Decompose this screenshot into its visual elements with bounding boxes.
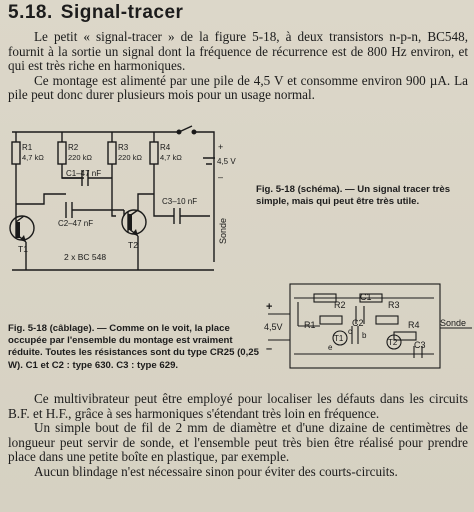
schematic-value-r3: 220 kΩ — [118, 153, 142, 162]
schematic-value-r4: 4,7 kΩ — [160, 153, 182, 162]
wiring-label-r1: R1 — [304, 320, 316, 330]
body-paragraph-1: Ce multivibrateur peut être employé pour localiser les défauts dans les circuits B.F. et H.F., grâce à ses harmoniques s'étendant très loin en fréquence. — [8, 391, 468, 421]
section-title: Signal-tracer — [60, 2, 184, 23]
wiring-label-c2: C2 — [352, 318, 364, 328]
wiring-minus: – — [266, 343, 273, 355]
caption-schema-label: Fig. 5-18 (schéma). — [256, 184, 343, 195]
wiring-pin-e: e — [328, 343, 333, 352]
section-heading — [8, 2, 183, 24]
schematic-minus: – — [218, 172, 224, 182]
schematic-diagram — [4, 122, 254, 290]
wiring-diagram — [264, 278, 474, 378]
wiring-sonde-label: Sonde — [440, 318, 467, 328]
intro-paragraph-2: Ce montage est alimenté par une pile de 4,5 V et consomme environ 900 µA. La pile peut donc durer plusieurs mois pour un usage normal. — [8, 72, 468, 103]
wiring-pin-c: c — [348, 327, 352, 336]
schematic-label-r3: R3 — [118, 143, 129, 152]
schematic-transistor-type: 2 x BC 548 — [64, 252, 107, 262]
caption-cablage — [8, 323, 264, 372]
schematic-label-r2: R2 — [68, 143, 79, 152]
body-paragraph-2: Un simple bout de fil de 2 mm de diamètre et d'une dizaine de centimètres de longueur peut servir de sonde, et l'ensemble peut très bien être réalisé pour prendre place dans une petite boîte en plastique, par exemple. — [8, 420, 468, 465]
wiring-voltage: 4,5V — [264, 322, 283, 332]
body-paragraph-3: Aucun blindage n'est nécessaire sinon pour éviter des courts-circuits. — [34, 463, 398, 479]
caption-cablage-label: Fig. 5-18 (câblage). — [8, 323, 95, 334]
wiring-plus: + — [266, 301, 273, 313]
schematic-label-c2: C2–47 nF — [58, 219, 94, 228]
wiring-pin-b: b — [362, 331, 367, 340]
caption-schema — [256, 184, 470, 208]
schematic-label-c3: C3–10 nF — [162, 197, 198, 206]
wiring-label-r4: R4 — [408, 320, 420, 330]
wiring-label-c1: C1 — [360, 292, 372, 302]
section-number: 5.18. — [8, 2, 53, 23]
schematic-plus: + — [218, 142, 224, 152]
schematic-voltage: 4,5 V — [217, 157, 236, 166]
schematic-label-r4: R4 — [160, 143, 171, 152]
wiring-label-r3: R3 — [388, 300, 400, 310]
schematic-label-t1: T1 — [18, 244, 28, 254]
wiring-label-t2: T2 — [388, 338, 398, 347]
schematic-value-r2: 220 kΩ — [68, 153, 92, 162]
wiring-label-c3: C3 — [414, 340, 426, 350]
schematic-label-t2: T2 — [128, 240, 138, 250]
wiring-label-r2: R2 — [334, 300, 346, 310]
schematic-label-c1: C1–47 nF — [66, 169, 102, 178]
intro-paragraph-1: Le petit « signal-tracer » de la figure 5-18, à deux transistors n-p-n, BC548, fournit à la sortie un signal dont la fréquence de récurrence est de 800 Hz environ, et qui est très riche en harmoniques. — [8, 29, 468, 74]
wiring-label-t1: T1 — [334, 334, 344, 343]
schematic-label-r1: R1 — [22, 143, 33, 152]
caption-cablage-text: — Comme on le voit, la place occupée par l'ensemble du montage est vraiment réduite. Toutes les résistances sont du type CR25 (0,25 W). C1 et C2 : type 630. C3 : type 629. — [8, 323, 259, 371]
intro-text — [8, 30, 468, 103]
schematic-value-r1: 4,7 kΩ — [22, 153, 44, 162]
schematic-sonde-label: Sonde — [218, 217, 228, 244]
caption-schema-text: — Un signal tracer très simple, mais qui peut être très utile. — [256, 184, 451, 208]
body-text — [8, 392, 468, 480]
